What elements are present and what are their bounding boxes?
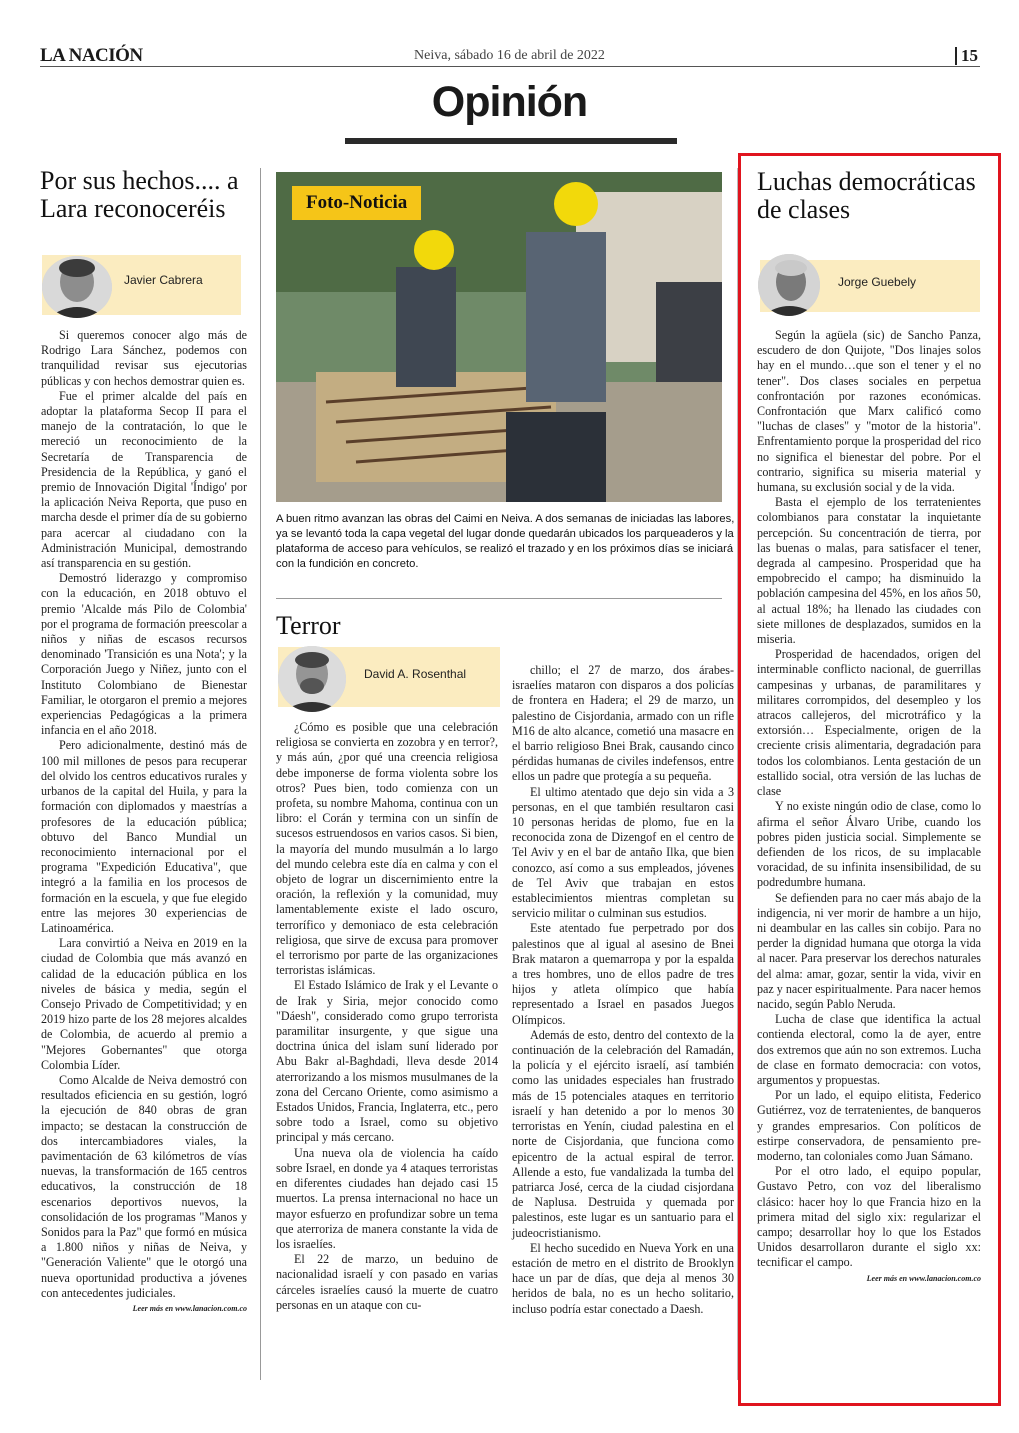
portrait-icon bbox=[42, 256, 112, 318]
article-left-author-band bbox=[42, 255, 241, 315]
paragraph: Y no existe ningún odio de clase, como lo afirma el señor Álvaro Uribe, cuando los pobres piden justicia social. Simplemente se defienden de los ricos, de su implacable voracidad, de su infinita insensibilidad, de su podredumbre humana. bbox=[757, 799, 981, 890]
paragraph: Una nueva ola de violencia ha caído sobre Israel, en donde ya 4 ataques terroristas en diferentes ciudades han dejado casi 15 muertos. La prensa internacional no hace un mayor esfuerzo en profundizar sobre un tema que aterroriza de manera constante la vida de los israelíes. bbox=[276, 1145, 498, 1251]
paragraph: ¿Cómo es posible que una celebración religiosa se convierta en zozobra y en terror?, y más aún, ¿por qué una creencia religiosa debe imponerse de forma violenta sobre los otros? Pues bien, todo comienza con un profeta, su nombre Mahoma, continua con un libro: el Corán y termina con un sinfín de sucesos estruendosos en varios casos. Si bien, la mayoría del mundo musulmán a lo largo del mundo celebra este día en calma y con el objeto de lograr un discernimiento entre la oración, la reflexión y la comunidad, muy lamentablemente existe el lado oscuro, terrorífico y demoniaco de esta celebración religiosa, que sirve de excusa para promover el terrorismo por parte de las organizaciones terroristas islámicas. bbox=[276, 720, 498, 978]
article-middle-author-band bbox=[278, 647, 500, 707]
section-underline bbox=[345, 138, 677, 144]
paragraph: El hecho sucedido en Nueva York en una estación de metro en el distrito de Brooklyn hace un par de días, que deja al menos 30 heridos de bala, no es un hecho solitario, incluso podría estar conectado a Daesh. bbox=[512, 1240, 734, 1316]
photo-news-tag: Foto-Noticia bbox=[292, 186, 421, 220]
news-photo bbox=[276, 172, 722, 502]
paragraph: Lucha de clase que identifica la actual contienda electoral, como la de ayer, entre dos extremos que aún no son extremos. Lucha de clase en formato democracia: con votos, argumentos y propuestas. bbox=[757, 1012, 981, 1087]
paragraph: Según la agüela (sic) de Sancho Panza, escudero de don Quijote, "Dos linajes solos hay en el mundo…que son el tener y el no tener". Dos clases sociales en perpetua confrontación por razones económicas. Confrontación que Marx calificó como "luchas de clases" y "motor de la historia". Enfrentamiento porque la prosperidad del rico no significa el bienestar del pobre. Por el contrario, significa su miseria material y humana, su exclusión social y de la vida. bbox=[757, 328, 981, 495]
portrait-icon bbox=[758, 254, 820, 316]
author-name: Jorge Guebely bbox=[838, 275, 917, 289]
photo-caption: A buen ritmo avanzan las obras del Caimi en Neiva. A dos semanas de iniciadas las labores, ya se levantó toda la capa vegetal del lugar donde quedarán ubicados los parqueaderos y la plataforma de acceso para vehículos, se realizó el trazado y en los próximos días se iniciará con la fundición en concreto. bbox=[276, 513, 735, 570]
article-middle-body-col2 bbox=[512, 663, 734, 1317]
paragraph: Como Alcalde de Neiva demostró con resultados eficiencia en su gestión, logró la ejecución de 840 obras de gran impacto; se destacan la construcción de dos intercambiadores viales, la pavimentación de 63 kilómetros de vías nuevas, la transformación de 165 centros educativos, la construcción de 18 escenarios deportivos nuevos, la consolidación de los programas "Manos y Sonidos para la Paz" que formó en música a 1.800 niños y niñas de Neiva, y "Generación Valiente" que le otorgó una nueva oportunidad productiva a jóvenes con antecedentes judiciales. bbox=[41, 1072, 247, 1300]
article-right-body bbox=[757, 328, 981, 1286]
author-avatar bbox=[278, 646, 346, 712]
paragraph: chillo; el 27 de marzo, dos árabes-israelíes mataron con disparos a dos policías de frontera en Hadera; el 29 de marzo, un palestino de Cisjordania, armado con un rifle M16 de alto alcance, cometió una masacre en el barrio religioso Bnei Brak, causando cinco pérdidas humanas de civiles indefensos, entre ellos un padre que protegía a su pequeña. bbox=[512, 663, 734, 784]
article-right-title: Luchas democráticas de clases bbox=[757, 167, 976, 224]
dateline: Neiva, sábado 16 de abril de 2022 bbox=[414, 48, 605, 63]
paragraph: Además de esto, dentro del contexto de la continuación de la celebración del Ramadán, la policía y el ejército israelí, así también como las unidades especiales han frustrado más de 15 potenciales ataques en territorio israelí y han detenido a por lo menos 30 terroristas en Yenín, ciudad palestina en el norte de Cisjordania, que funciona como epicentro de la actual espiral de terror. Allende a esto, fue vandalizada la tumba del patriarca José, cerca de la ciudad cisjordana de Naplusa. Destruida y quemada por palestinos, este lugar es un santuario para el judeocristianismo. bbox=[512, 1027, 734, 1240]
read-more-link[interactable]: Leer más en www.lanacion.com.co bbox=[132, 1304, 247, 1313]
paragraph: Se defienden para no caer más abajo de la indigencia, ni ver morir de hambre a un hijo, ni deambular en las calles sin cobijo. Para no perder la dignidad humana que otorga la vida al nacer. Para preservar los derechos naturales del alma: amar, gozar, sentir la vida, vivir en paz y nacer espiritualmente. Para nacer hemos nacido, según Pablo Neruda. bbox=[757, 890, 981, 1011]
author-name: Javier Cabrera bbox=[124, 273, 203, 287]
paragraph: Este atentado fue perpetrado por dos palestinos que al igual al asesino de Bnei Brak mataron a quemarropa y por la espalda a tres hombres, uno de ellos padre de tres hijos y atleta olímpico que había representado a Israel en pasados Juegos Olímpicos. bbox=[512, 921, 734, 1027]
paragraph: Demostró liderazgo y compromiso con la educación, en 2018 obtuvo el premio 'Alcalde más Pilo de Colombia' por el programa de formación preescolar a niños y niñas de escasos recursos denominado 'Transición es una Nota'; y la Corporación Juego y Niñez, junto con el Instituto Colombiano de Bienestar Familiar, le otorgaron el premio a mejores experiencias Pedagógicas a la primera infancia en el año 2018. bbox=[41, 571, 247, 738]
section-title: Opinión bbox=[431, 78, 588, 126]
article-left-title: Por sus hechos.... a Lara reconoceréis bbox=[40, 166, 239, 223]
article-middle-body-col1 bbox=[276, 720, 498, 1313]
paragraph: Prosperidad de hacendados, origen del interminable conflicto nacional, de guerrillas campesinas y urbanas, de paramilitares y militares corrompidos, del desempleo y los atracos callejeros, del microtráfico y la extorsión… Especialmente, origen de la creciente crisis alimentaria, degradación para todos los colombianos. Lenta gestación de un estallido social, otra versión de las luchas de clase bbox=[757, 647, 981, 799]
paragraph: Fue el primer alcalde del país en adoptar la plataforma Secop II para el manejo de la contratación, lo que le mereció un reconocimiento de la Secretaría de Transparencia de Presidencia de la República, y ganó el premio de Innovación Digital 'Índigo' por la aplicación Neiva Reporta, que puso en marcha desde el primer día de su gobierno para acercar al ciudadano con la Administración Municipal, demostrando así transparencia en su gestión. bbox=[41, 388, 247, 571]
paragraph: Basta el ejemplo de los terratenientes colombianos para constatar la inquietante percepción. Su concentración de tierra, por las buenas o malas, para satisfacer el tener, degrada al campesino. Prosperidad que ha empobrecido el campo; ha disminuido la población campesina del 45%, en los años 50, al actual 18%; ha llenado las ciudades con siete millones de desplazados, sumidos en la miseria. bbox=[757, 495, 981, 647]
author-avatar bbox=[758, 254, 820, 316]
paragraph: Pero adicionalmente, destinó más de 100 mil millones de pesos para recuperar del olvido los centros educativos rurales y urbanos de la capital del Huila, y para la formación con diplomados y maestrías a profesores de la educación pública; obtuvo del Banco Mundial un reconocimiento internacional por el programa "Expedición Educativa", que integró a la familia en los procesos de formación en la escuela, y que fue elegido entre las mejores 30 experiencias de Latinoamérica. bbox=[41, 738, 247, 935]
portrait-icon bbox=[278, 646, 346, 712]
page-number: 15 bbox=[955, 47, 978, 65]
newspaper-logo: LA NACIÓN bbox=[40, 45, 143, 66]
paragraph: El Estado Islámico de Irak y el Levante o de Irak y Siria, mejor conocido como "Dáesh", considerado como grupo terrorista paramilitar insurgente, y que sigue una doctrina única del islam suní liderado por Abu Bakr al-Baghdadi, lleva desde 2014 aterrorizando a los mismos musulmanes de la zona del Cercano Oriente, como asimismo a Estados Unidos, Francia, Inglaterra, etc., pero sobre todo a Israel, como su objetivo principal y más cercano. bbox=[276, 978, 498, 1145]
paragraph: El ultimo atentado que dejo sin vida a 3 personas, en el que también resultaron casi 10 personas heridas de plomo, fue en la reconocida zona de Dizengof en el centro de Tel Aviv y en el bar de antaño Ilka, que bien conozco, así como a sus empleados, jóvenes de Tel Aviv que trabajan en estos establecimientos mientras completan su servicio militar o culminan sus estudios. bbox=[512, 784, 734, 921]
author-name: David A. Rosenthal bbox=[364, 667, 467, 681]
construction-photo-icon bbox=[276, 172, 722, 502]
column-divider-left bbox=[260, 168, 261, 1380]
author-avatar bbox=[42, 256, 112, 318]
paragraph: Por un lado, el equipo elitista, Federico Gutiérrez, voz de terratenientes, de banqueros y grandes empresarios. Con políticos de estirpe conservadora, de pensamiento pre-moderno, tan coloniales como Juan Sámano. bbox=[757, 1088, 981, 1163]
article-right-author-band bbox=[760, 260, 980, 312]
paragraph: Si queremos conocer algo más de Rodrigo Lara Sánchez, podemos con tranquilidad revisar sus ejecutorias públicas y con hechos demostrar quien es. bbox=[41, 328, 247, 388]
read-more-link[interactable]: Leer más en www.lanacion.com.co bbox=[866, 1273, 981, 1283]
paragraph: Por el otro lado, el equipo popular, Gustavo Petro, con voz del liberalismo clásico: hacer hoy lo que Francia hizo en la primera mitad del siglo xix: regularizar el campo; desarrollar hoy lo que los Estados Unidos desarrollaron durante el siglo xx: tecnificar el campo. bbox=[757, 1164, 981, 1270]
photo-divider bbox=[276, 598, 722, 599]
paragraph: El 22 de marzo, un beduino de nacionalidad israelí y con pasado en varias cárceles israelíes causó la muerte de cuatro personas en un ataque con cu- bbox=[276, 1252, 498, 1312]
header-rule bbox=[40, 66, 980, 67]
paragraph: Lara convirtió a Neiva en 2019 en la ciudad de Colombia que más avanzó en calidad de la educación pública en los niveles de básica y media, según el Consejo Privado de Competitividad; y en 2019 hizo parte de los 28 mejores alcaldes de Colombia, de acuerdo al premio a "Mejores Gobernantes" que otorga Colombia Líder. bbox=[41, 936, 247, 1072]
article-middle-title: Terror bbox=[276, 611, 341, 640]
article-left-body bbox=[41, 328, 247, 1316]
